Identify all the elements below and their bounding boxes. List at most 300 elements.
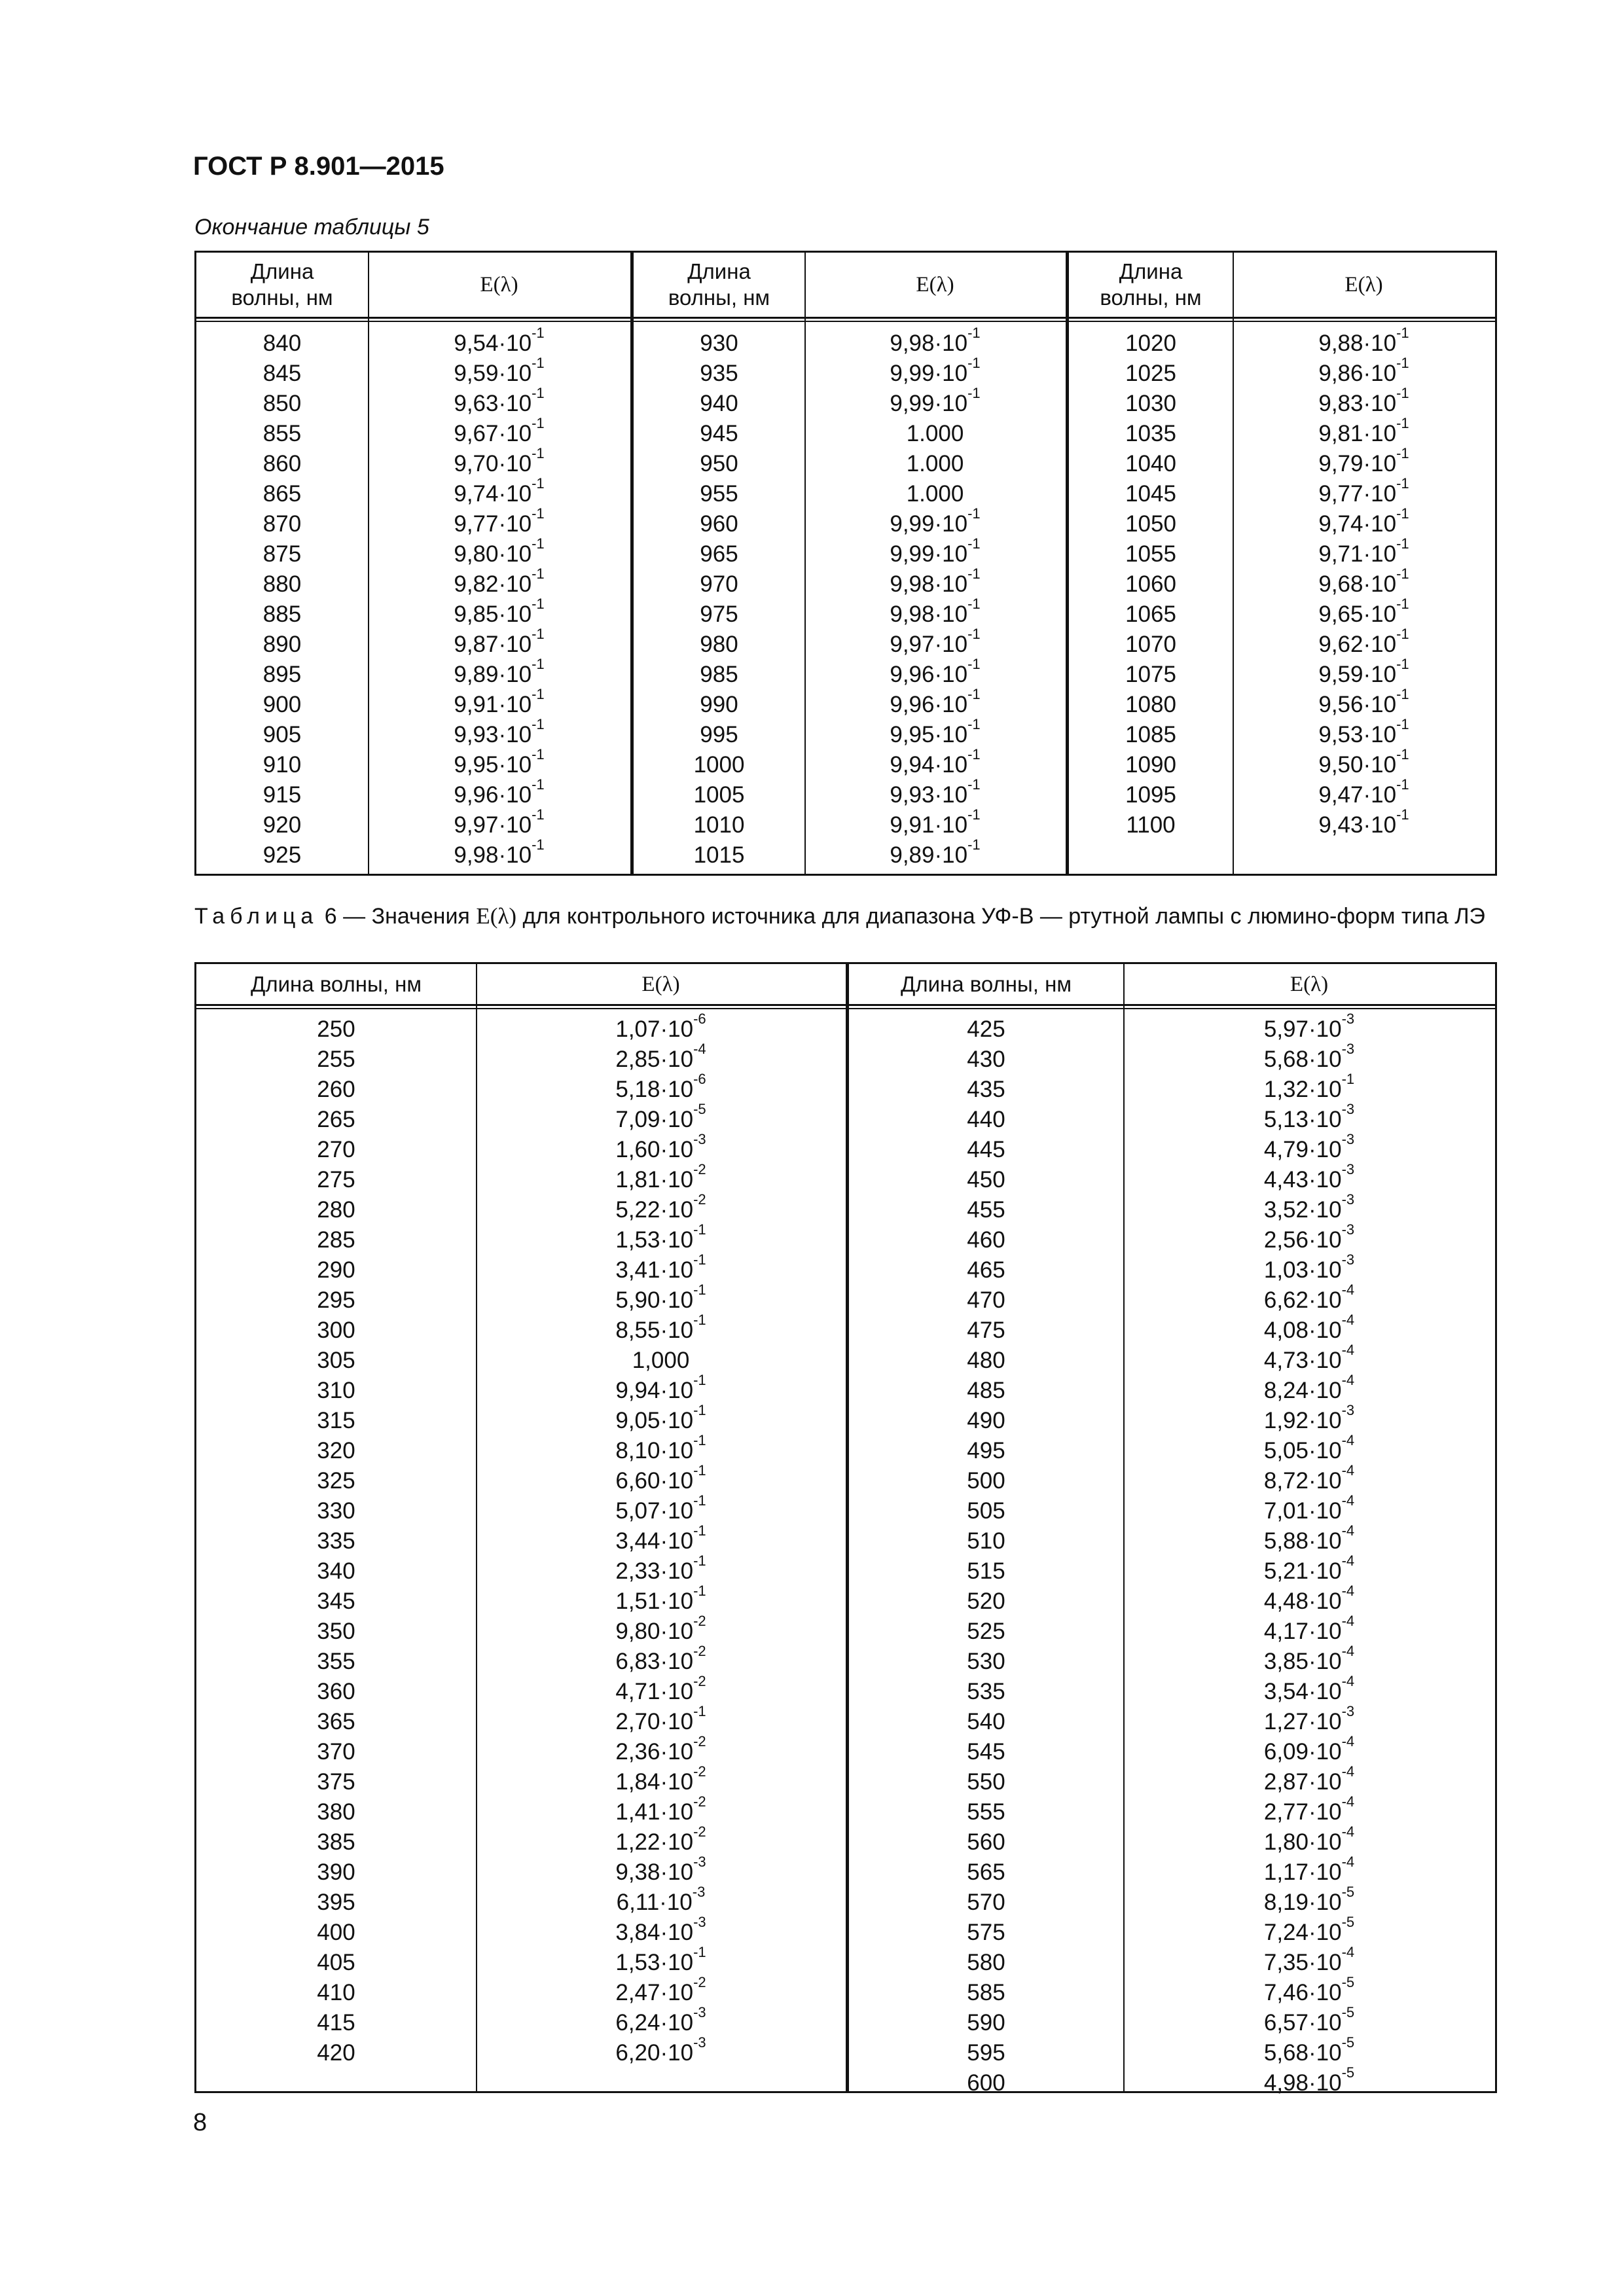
e-value-mantissa: 9,81·10 <box>1318 421 1397 446</box>
e-value-mantissa: 5,18·10 <box>615 1077 694 1102</box>
e-value-mantissa: 2,47·10 <box>615 1980 694 2005</box>
e-value-cell <box>368 746 630 780</box>
wavelength-cell: 970 <box>700 571 738 597</box>
e-value-exponent: -1 <box>693 1221 706 1238</box>
e-value-exponent: -3 <box>1341 1251 1355 1268</box>
wavelength-cell: 1050 <box>1125 511 1176 537</box>
e-value-cell <box>1123 1673 1495 1707</box>
e-value-cell <box>1233 776 1495 810</box>
wavelength-cell: 950 <box>700 451 738 476</box>
e-value-exponent: -2 <box>693 1793 706 1810</box>
table6-caption <box>194 902 1497 931</box>
e-value-cell <box>476 1161 846 1195</box>
e-value-exponent: -1 <box>693 1312 706 1328</box>
e-value-exponent: -1 <box>967 656 981 672</box>
wavelength-cell: 530 <box>967 1649 1005 1674</box>
e-value-cell <box>1123 2034 1495 2068</box>
e-value-mantissa: 4,08·10 <box>1263 1318 1342 1343</box>
e-value-mantissa: 9,98·10 <box>890 571 968 597</box>
wavelength-cell: 400 <box>317 1920 355 1945</box>
e-value-cell <box>1233 686 1495 720</box>
wavelength-cell: 320 <box>317 1438 355 1463</box>
e-value-exponent: -3 <box>693 1914 706 1930</box>
e-value-exponent: -5 <box>1341 2004 1355 2020</box>
e-value-cell <box>476 2004 846 2038</box>
e-value-cell <box>1123 1552 1495 1587</box>
wavelength-cell: 270 <box>317 1137 355 1162</box>
wavelength-cell: 325 <box>317 1468 355 1494</box>
wavelength-cell: 990 <box>700 692 738 717</box>
e-value-exponent: -1 <box>1396 686 1409 702</box>
wavelength-cell: 575 <box>967 1920 1005 1945</box>
e-value-mantissa: 1,27·10 <box>1263 1709 1342 1734</box>
e-value-mantissa: 1,60·10 <box>615 1137 694 1162</box>
table6-header-e: E(λ) <box>641 972 680 996</box>
e-value-mantissa: 8,24·10 <box>1263 1378 1342 1403</box>
table5-wave-column <box>196 329 368 870</box>
e-value-exponent: -1 <box>693 1432 706 1448</box>
e-value-mantissa: 9,96·10 <box>890 692 968 717</box>
e-value-exponent: -1 <box>532 385 545 401</box>
e-value-exponent: -5 <box>1341 1974 1355 1990</box>
e-value-exponent: -1 <box>967 565 981 582</box>
e-value-mantissa: 9,38·10 <box>615 1859 694 1885</box>
e-value-cell <box>476 1703 846 1737</box>
e-value-cell <box>1233 505 1495 539</box>
e-value-cell <box>1233 596 1495 630</box>
e-value-mantissa: 9,83·10 <box>1318 391 1397 416</box>
e-value-cell <box>368 445 630 479</box>
e-value-mantissa: 9,95·10 <box>890 722 968 747</box>
e-value-exponent: -1 <box>1396 415 1409 431</box>
e-value-cell <box>476 1432 846 1466</box>
e-value-mantissa: 9,65·10 <box>1318 601 1397 627</box>
e-value-exponent: -2 <box>693 1613 706 1629</box>
e-value-exponent: -5 <box>1341 2064 1355 2081</box>
e-value-mantissa: 6,57·10 <box>1263 2010 1342 2036</box>
e-value-cell <box>1123 1432 1495 1466</box>
e-value-exponent: -1 <box>693 1944 706 1960</box>
e-value-cell <box>804 325 1066 359</box>
e-value-exponent: -4 <box>1341 1522 1355 1539</box>
e-value-mantissa: 9,95·10 <box>454 752 532 778</box>
e-value-cell <box>1123 1492 1495 1526</box>
e-value-cell <box>1233 445 1495 479</box>
e-value-exponent: -4 <box>1341 1643 1355 1659</box>
e-value-exponent: -1 <box>693 1282 706 1298</box>
wavelength-cell: 410 <box>317 1980 355 2005</box>
e-value-cell <box>476 1884 846 1918</box>
wavelength-cell: 1090 <box>1125 752 1176 778</box>
e-value-exponent: -1 <box>967 355 981 371</box>
wavelength-cell: 1025 <box>1125 361 1176 386</box>
e-value-cell <box>368 716 630 750</box>
wavelength-cell: 875 <box>262 541 302 567</box>
wavelength-cell: 385 <box>317 1829 355 1855</box>
table6-e-column <box>476 1011 846 2068</box>
e-value-cell <box>368 686 630 720</box>
wavelength-cell: 395 <box>317 1890 355 1915</box>
table6-caption-e: E(λ) <box>476 903 516 929</box>
e-value-mantissa: 1.000 <box>906 451 964 476</box>
e-value-cell <box>368 325 630 359</box>
e-value-exponent: -4 <box>1341 1613 1355 1629</box>
e-value-mantissa: 9,93·10 <box>890 782 968 808</box>
e-value-mantissa: 9,70·10 <box>454 451 532 476</box>
e-value-mantissa: 9,80·10 <box>454 541 532 567</box>
e-value-cell <box>1123 1312 1495 1346</box>
e-value-cell <box>476 1011 846 1045</box>
e-value-exponent: -3 <box>692 1884 706 1900</box>
e-value-exponent: -1 <box>532 445 545 461</box>
e-value-cell <box>476 1041 846 1075</box>
e-value-cell <box>804 686 1066 720</box>
e-value-cell <box>368 776 630 810</box>
e-value-mantissa: 6,24·10 <box>615 2010 694 2036</box>
wavelength-cell: 405 <box>317 1950 355 1975</box>
e-value-mantissa: 9,94·10 <box>615 1378 694 1403</box>
document-title: ГОСТ Р 8.901—2015 <box>193 152 444 181</box>
wavelength-cell: 1040 <box>1125 451 1176 476</box>
e-value-cell <box>804 479 1066 509</box>
e-value-exponent: -4 <box>1341 1583 1355 1599</box>
wavelength-cell: 1005 <box>693 782 745 808</box>
e-value-cell <box>476 1944 846 1978</box>
e-value-exponent: -4 <box>1341 1432 1355 1448</box>
wavelength-cell: 355 <box>317 1649 355 1674</box>
e-value-exponent: -4 <box>1341 1673 1355 1689</box>
e-value-cell <box>476 1346 846 1376</box>
e-value-mantissa: 1,92·10 <box>1263 1408 1342 1433</box>
e-value-cell <box>1123 1884 1495 1918</box>
e-value-cell <box>476 1071 846 1105</box>
e-value-mantissa: 9,89·10 <box>890 842 968 868</box>
e-value-mantissa: 9,99·10 <box>890 391 968 416</box>
e-value-cell <box>1123 1914 1495 1948</box>
e-value-cell <box>1123 1372 1495 1406</box>
e-value-exponent: -4 <box>1341 1793 1355 1810</box>
e-value-exponent: -1 <box>1396 325 1409 341</box>
wavelength-cell: 535 <box>967 1679 1005 1704</box>
e-value-cell <box>368 355 630 389</box>
e-value-exponent: -1 <box>693 1522 706 1539</box>
table6-e-column <box>1123 1011 1495 2098</box>
e-value-cell <box>1123 1944 1495 1978</box>
e-value-cell <box>1123 1402 1495 1436</box>
e-value-mantissa: 9,43·10 <box>1318 812 1397 838</box>
e-value-cell <box>1123 1613 1495 1647</box>
e-value-mantissa: 6,83·10 <box>615 1649 694 1674</box>
e-value-mantissa: 2,85·10 <box>615 1047 694 1072</box>
e-value-cell <box>476 1522 846 1556</box>
e-value-mantissa: 7,35·10 <box>1263 1950 1342 1975</box>
wavelength-cell: 935 <box>700 361 738 386</box>
e-value-exponent: -1 <box>532 656 545 672</box>
e-value-mantissa: 9,98·10 <box>454 842 532 868</box>
e-value-exponent: -1 <box>1396 445 1409 461</box>
e-value-mantissa: 7,46·10 <box>1263 1980 1342 2005</box>
e-value-mantissa: 1,03·10 <box>1263 1257 1342 1283</box>
wavelength-cell: 930 <box>700 331 738 356</box>
e-value-mantissa: 9,85·10 <box>454 601 532 627</box>
e-value-mantissa: 4,98·10 <box>1263 2070 1342 2096</box>
e-value-exponent: -2 <box>693 1673 706 1689</box>
wavelength-cell: 465 <box>967 1257 1005 1283</box>
e-value-exponent: -1 <box>532 475 545 492</box>
e-value-exponent: -3 <box>1341 1101 1355 1117</box>
e-value-mantissa: 1,84·10 <box>615 1769 694 1795</box>
e-value-exponent: -1 <box>1396 626 1409 642</box>
e-value-exponent: -4 <box>1341 1492 1355 1509</box>
page-number: 8 <box>193 2109 208 2136</box>
e-value-mantissa: 1,41·10 <box>615 1799 694 1825</box>
table6-header-wave: Длина волны, нм <box>250 971 422 996</box>
e-value-mantissa: 4,17·10 <box>1263 1619 1342 1644</box>
e-value-cell <box>1123 1011 1495 1045</box>
e-value-exponent: -1 <box>967 686 981 702</box>
e-value-mantissa: 1,000 <box>632 1348 690 1373</box>
wavelength-cell: 580 <box>967 1950 1005 1975</box>
e-value-mantissa: 9,93·10 <box>454 722 532 747</box>
e-value-mantissa: 9,80·10 <box>615 1619 694 1644</box>
wavelength-cell: 500 <box>967 1468 1005 1494</box>
wavelength-cell: 985 <box>700 662 738 687</box>
e-value-cell <box>804 626 1066 660</box>
e-value-mantissa: 9,50·10 <box>1318 752 1397 778</box>
e-value-cell <box>476 1854 846 1888</box>
e-value-mantissa: 5,05·10 <box>1263 1438 1342 1463</box>
e-value-exponent: -1 <box>693 1703 706 1719</box>
wavelength-cell: 965 <box>700 541 738 567</box>
e-value-cell <box>476 2034 846 2068</box>
wavelength-cell: 1035 <box>1125 421 1176 446</box>
e-value-exponent: -3 <box>1341 1402 1355 1418</box>
e-value-exponent: -3 <box>1341 1221 1355 1238</box>
table5-header-e: E(λ) <box>1344 273 1383 296</box>
e-value-cell <box>476 1974 846 2008</box>
wavelength-cell: 425 <box>967 1016 1005 1042</box>
e-value-cell <box>368 385 630 419</box>
wavelength-cell: 1055 <box>1125 541 1176 567</box>
wavelength-cell: 1065 <box>1125 601 1176 627</box>
e-value-mantissa: 9,71·10 <box>1318 541 1397 567</box>
e-value-mantissa: 9,59·10 <box>454 361 532 386</box>
wavelength-cell: 540 <box>967 1709 1005 1734</box>
table5-header-e: E(λ) <box>480 273 518 296</box>
e-value-mantissa: 1.000 <box>906 481 964 507</box>
e-value-cell <box>1233 535 1495 569</box>
table6-wave-column <box>196 1014 476 2068</box>
e-value-cell <box>1233 415 1495 449</box>
e-value-mantissa: 1,81·10 <box>615 1167 694 1193</box>
e-value-mantissa: 9,98·10 <box>890 601 968 627</box>
e-value-exponent: -1 <box>1396 716 1409 732</box>
e-value-cell <box>476 1312 846 1346</box>
e-value-mantissa: 3,84·10 <box>615 1920 694 1945</box>
e-value-mantissa: 1,53·10 <box>615 1227 694 1253</box>
e-value-mantissa: 1,07·10 <box>615 1016 694 1042</box>
e-value-exponent: -1 <box>1396 505 1409 522</box>
e-value-cell <box>1233 746 1495 780</box>
wavelength-cell: 505 <box>967 1498 1005 1524</box>
table5-header-e: E(λ) <box>916 273 954 296</box>
e-value-cell <box>804 746 1066 780</box>
wavelength-cell: 900 <box>262 692 302 717</box>
wavelength-cell: 350 <box>317 1619 355 1644</box>
wavelength-cell: 960 <box>700 511 738 537</box>
wavelength-cell: 300 <box>317 1318 355 1343</box>
wavelength-cell: 375 <box>317 1769 355 1795</box>
e-value-exponent: -1 <box>532 596 545 612</box>
e-value-cell <box>804 596 1066 630</box>
table5-wave-column <box>1069 329 1233 840</box>
wavelength-cell: 415 <box>317 2010 355 2036</box>
e-value-exponent: -3 <box>1341 1703 1355 1719</box>
wavelength-cell: 565 <box>967 1859 1005 1885</box>
e-value-mantissa: 8,10·10 <box>615 1438 694 1463</box>
e-value-mantissa: 1,80·10 <box>1263 1829 1342 1855</box>
e-value-mantissa: 9,63·10 <box>454 391 532 416</box>
e-value-exponent: -3 <box>693 2004 706 2020</box>
e-value-mantissa: 1,17·10 <box>1263 1859 1342 1885</box>
wavelength-cell: 460 <box>967 1227 1005 1253</box>
wavelength-cell: 570 <box>967 1890 1005 1915</box>
e-value-cell <box>804 535 1066 569</box>
e-value-exponent: -1 <box>693 1583 706 1599</box>
e-value-mantissa: 3,44·10 <box>615 1528 694 1554</box>
e-value-mantissa: 9,05·10 <box>615 1408 694 1433</box>
e-value-cell <box>1233 385 1495 419</box>
e-value-mantissa: 9,87·10 <box>454 632 532 657</box>
e-value-cell <box>1123 1522 1495 1556</box>
e-value-mantissa: 5,13·10 <box>1263 1107 1342 1132</box>
e-value-cell <box>368 656 630 690</box>
wavelength-cell: 285 <box>317 1227 355 1253</box>
table5-header-wave: Длина волны, нм <box>1100 259 1202 310</box>
e-value-exponent: -1 <box>532 626 545 642</box>
e-value-mantissa: 5,97·10 <box>1263 1016 1342 1042</box>
e-value-exponent: -1 <box>967 535 981 552</box>
e-value-cell <box>1123 1763 1495 1797</box>
e-value-cell <box>368 475 630 509</box>
table5-wave-column <box>634 329 804 870</box>
wavelength-cell: 905 <box>262 722 302 747</box>
wavelength-cell: 940 <box>700 391 738 416</box>
wavelength-cell: 1100 <box>1126 812 1176 838</box>
e-value-mantissa: 9,94·10 <box>890 752 968 778</box>
e-value-mantissa: 5,21·10 <box>1263 1558 1342 1584</box>
wavelength-cell: 480 <box>967 1348 1005 1373</box>
e-value-cell <box>804 355 1066 389</box>
wavelength-cell: 980 <box>700 632 738 657</box>
table5-e-column <box>368 325 630 870</box>
e-value-exponent: -1 <box>693 1372 706 1388</box>
e-value-mantissa: 9,47·10 <box>1318 782 1397 808</box>
e-value-exponent: -5 <box>1341 1914 1355 1930</box>
e-value-mantissa: 6,11·10 <box>616 1890 693 1915</box>
e-value-mantissa: 6,20·10 <box>615 2040 694 2066</box>
wavelength-cell: 1070 <box>1125 632 1176 657</box>
e-value-cell <box>476 1492 846 1526</box>
e-value-mantissa: 9,91·10 <box>890 812 968 838</box>
e-value-cell <box>368 415 630 449</box>
e-value-exponent: -4 <box>1341 1733 1355 1749</box>
e-value-exponent: -1 <box>532 836 545 853</box>
e-value-mantissa: 9,97·10 <box>454 812 532 838</box>
wavelength-cell: 335 <box>317 1528 355 1554</box>
e-value-cell <box>1233 656 1495 690</box>
e-value-exponent: -6 <box>693 1011 706 1027</box>
e-value-mantissa: 9,88·10 <box>1318 331 1397 356</box>
table6 <box>194 962 1497 2096</box>
e-value-cell <box>1233 626 1495 660</box>
e-value-exponent: -1 <box>693 1251 706 1268</box>
wavelength-cell: 560 <box>967 1829 1005 1855</box>
wavelength-cell: 455 <box>967 1197 1005 1223</box>
e-value-cell <box>1123 1282 1495 1316</box>
e-value-exponent: -4 <box>1341 1282 1355 1298</box>
table5-header-wave: Длина волны, нм <box>668 259 770 310</box>
e-value-mantissa: 9,98·10 <box>890 331 968 356</box>
e-value-cell <box>368 535 630 569</box>
e-value-cell <box>804 385 1066 419</box>
e-value-cell <box>476 1191 846 1225</box>
e-value-cell <box>1233 716 1495 750</box>
e-value-cell <box>804 806 1066 840</box>
table5-header-wave: Длина волны, нм <box>231 259 333 310</box>
table6-header-e: E(λ) <box>1290 972 1329 996</box>
e-value-mantissa: 6,62·10 <box>1263 1287 1342 1313</box>
e-value-mantissa: 4,43·10 <box>1263 1167 1342 1193</box>
e-value-cell <box>1233 355 1495 389</box>
wavelength-cell: 370 <box>317 1739 355 1765</box>
e-value-mantissa: 9,62·10 <box>1318 632 1397 657</box>
e-value-mantissa: 9,74·10 <box>1318 511 1397 537</box>
wavelength-cell: 280 <box>317 1197 355 1223</box>
e-value-exponent: -4 <box>1341 1823 1355 1840</box>
wavelength-cell: 885 <box>262 601 302 627</box>
e-value-exponent: -5 <box>1341 1884 1355 1900</box>
e-value-exponent: -4 <box>1341 1763 1355 1780</box>
e-value-mantissa: 9,67·10 <box>454 421 532 446</box>
e-value-mantissa: 7,01·10 <box>1263 1498 1342 1524</box>
e-value-exponent: -1 <box>967 626 981 642</box>
e-value-mantissa: 9,53·10 <box>1318 722 1397 747</box>
wavelength-cell: 975 <box>700 601 738 627</box>
wavelength-cell: 880 <box>262 571 302 597</box>
e-value-mantissa: 9,56·10 <box>1318 692 1397 717</box>
e-value-mantissa: 2,70·10 <box>615 1709 694 1734</box>
e-value-mantissa: 1,32·10 <box>1263 1077 1342 1102</box>
e-value-cell <box>1123 2004 1495 2038</box>
e-value-cell <box>1233 475 1495 509</box>
wavelength-cell: 330 <box>317 1498 355 1524</box>
e-value-mantissa: 9,86·10 <box>1318 361 1397 386</box>
table6-wave-column <box>849 1014 1123 2098</box>
wavelength-cell: 420 <box>317 2040 355 2066</box>
wavelength-cell: 435 <box>967 1077 1005 1102</box>
wavelength-cell: 865 <box>262 481 302 507</box>
e-value-cell <box>476 1793 846 1827</box>
wavelength-cell: 1000 <box>693 752 745 778</box>
wavelength-cell: 440 <box>967 1107 1005 1132</box>
e-value-exponent: -4 <box>693 1041 706 1057</box>
wavelength-cell: 1095 <box>1125 782 1176 808</box>
e-value-mantissa: 4,73·10 <box>1263 1348 1342 1373</box>
e-value-exponent: -1 <box>1396 776 1409 793</box>
wavelength-cell: 1080 <box>1125 692 1176 717</box>
e-value-mantissa: 4,48·10 <box>1263 1588 1342 1614</box>
